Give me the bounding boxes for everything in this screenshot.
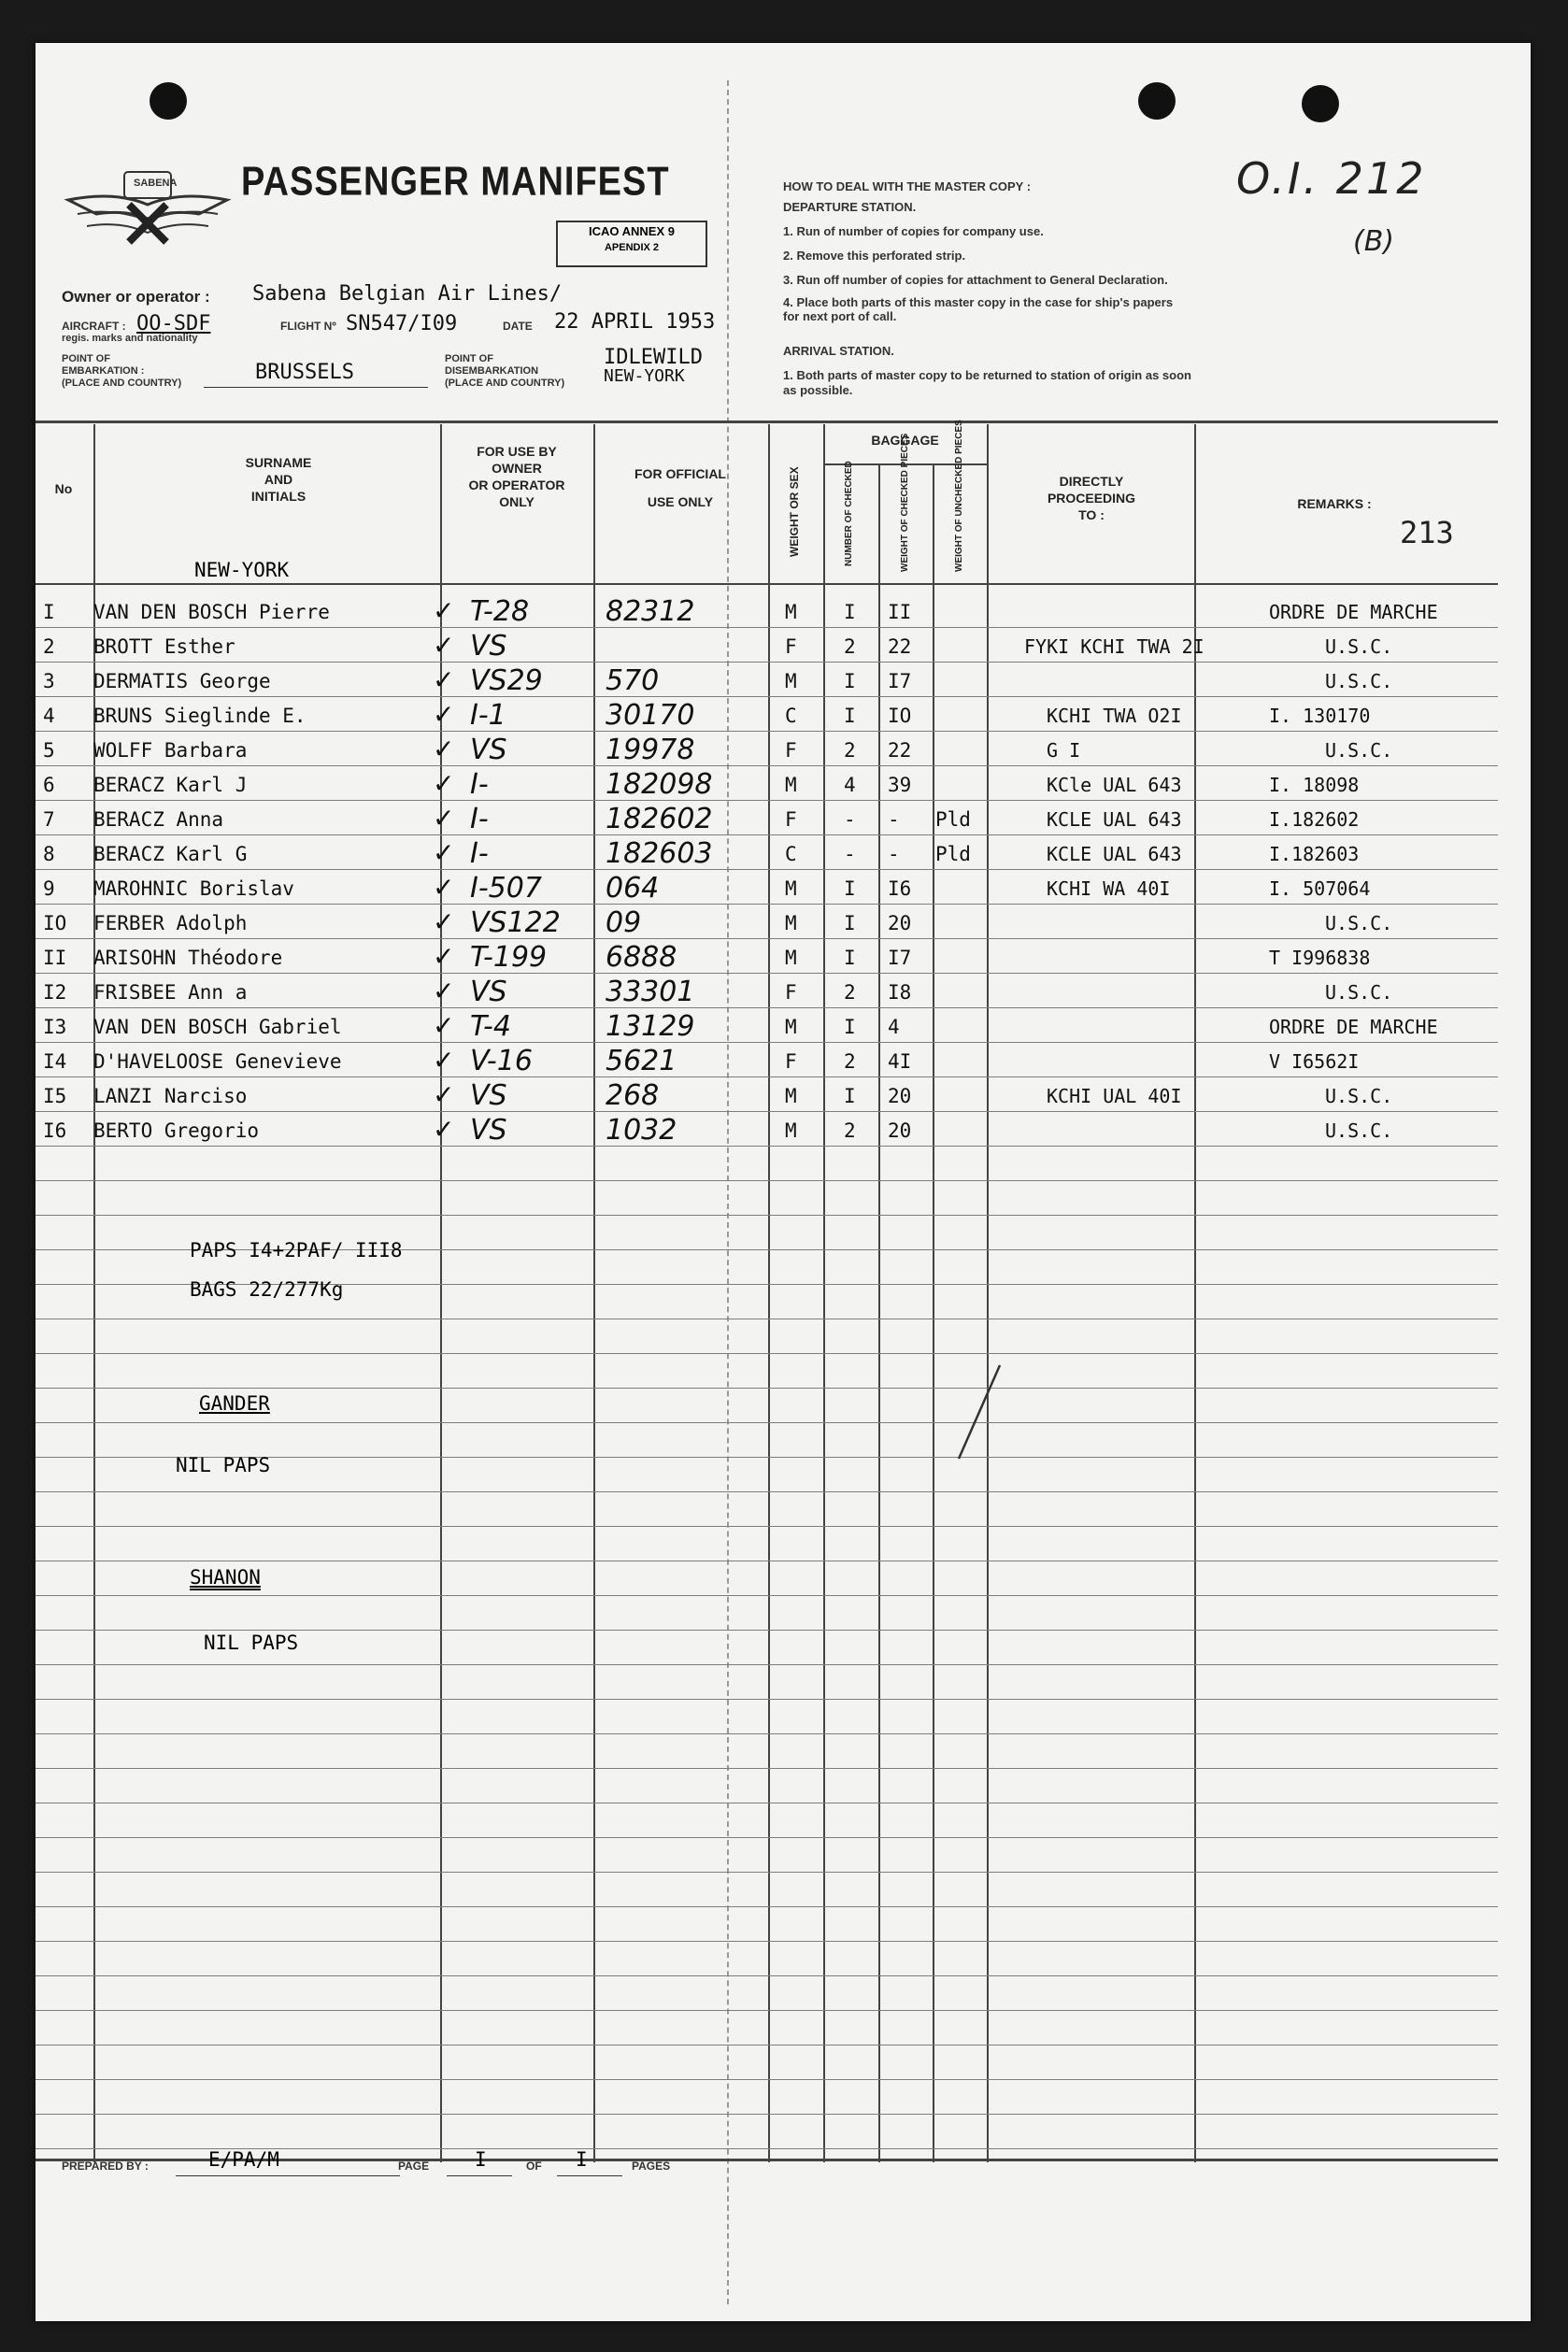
row-weight-checked: 20 — [888, 1085, 912, 1107]
row-owner-use: T-4 — [470, 1010, 511, 1043]
row-weight-unchecked: Pld — [935, 808, 971, 831]
embark-label-1: POINT OF — [62, 353, 110, 364]
checkmark-icon: ✓ — [433, 803, 455, 834]
col-divider-dir — [987, 424, 989, 2162]
ruled-line — [36, 1146, 1498, 1147]
col-header-number-checked: NUMBER OF CHECKED — [844, 461, 854, 566]
ruled-line — [36, 1353, 1498, 1354]
ruled-line — [36, 1042, 1498, 1043]
row-sex: M — [785, 947, 797, 969]
row-sex: F — [785, 739, 797, 762]
icao-annex: ICAO ANNEX 9 — [589, 224, 675, 238]
row-name: D'HAVELOOSE Genevieve — [93, 1050, 342, 1073]
row-official-use: 13129 — [606, 1010, 695, 1043]
row-directly-to: KCle UAL 643 — [1047, 774, 1182, 796]
row-number-checked: I — [844, 1085, 856, 1107]
row-number: 3 — [43, 670, 55, 692]
reference-sub: (B) — [1353, 225, 1394, 258]
disembark-label-3: (PLACE AND COUNTRY) — [445, 378, 565, 389]
row-weight-checked: I7 — [888, 670, 912, 692]
row-official-use: 82312 — [606, 595, 695, 628]
row-number-checked: - — [844, 843, 856, 865]
row-remarks: U.S.C. — [1325, 981, 1393, 1004]
embark-label-2: EMBARKATION : — [62, 365, 145, 377]
row-sex: F — [785, 981, 797, 1004]
row-owner-use: VS — [470, 976, 507, 1008]
ruled-line — [36, 904, 1498, 905]
col-divider-rem — [1194, 424, 1196, 2162]
row-official-use: 182602 — [606, 803, 713, 835]
ruled-line — [36, 2045, 1498, 2046]
checkmark-icon: ✓ — [433, 664, 455, 695]
col-header-directly: DIRECTLY PROCEEDING TO : — [1047, 474, 1136, 522]
col-header-no: No — [54, 481, 73, 496]
row-sex: C — [785, 705, 797, 727]
disembark-value-2: NEW-YORK — [604, 366, 685, 386]
row-weight-checked: - — [888, 808, 900, 831]
checkmark-icon: ✓ — [433, 872, 455, 903]
row-sex: M — [785, 1016, 797, 1038]
checkmark-icon: ✓ — [433, 976, 455, 1006]
remarks-number: 213 — [1400, 515, 1454, 550]
row-sex: M — [785, 912, 797, 934]
instruction-2: 2. Remove this perforated strip. — [783, 249, 966, 263]
row-number-checked: I — [844, 705, 856, 727]
row-official-use: 1032 — [606, 1114, 677, 1147]
row-remarks: U.S.C. — [1325, 1119, 1393, 1142]
checkmark-icon: ✓ — [433, 941, 455, 972]
disembark-label-2: DISEMBARKATION — [445, 365, 539, 377]
col-header-owner: FOR USE BY OWNER OR OPERATOR ONLY — [468, 444, 565, 509]
row-number-checked: 2 — [844, 1050, 856, 1073]
row-number: II — [43, 947, 67, 969]
row-weight-checked: 22 — [888, 635, 912, 658]
prepared-label: PREPARED BY : — [62, 2160, 149, 2173]
row-remarks: I.182603 — [1269, 843, 1360, 865]
instruction-4: 4. Place both parts of this master copy in the case for ship's papers — [783, 295, 1174, 309]
ruled-line — [36, 1733, 1498, 1734]
row-number-checked: 2 — [844, 635, 856, 658]
ruled-line — [36, 973, 1498, 974]
ruled-line — [36, 1007, 1498, 1008]
row-weight-checked: 20 — [888, 912, 912, 934]
row-directly-to: KCLE UAL 643 — [1047, 843, 1182, 865]
ruled-line — [36, 1180, 1498, 1181]
of-value: I — [576, 2148, 588, 2171]
row-weight-checked: 4 — [888, 1016, 900, 1038]
owner-label: Owner or operator : — [62, 288, 210, 306]
row-sex: M — [785, 1085, 797, 1107]
manifest-page — [36, 43, 1531, 2321]
row-name: MAROHNIC Borislav — [93, 877, 294, 900]
instructions-departure: DEPARTURE STATION. — [783, 200, 917, 214]
row-number-checked: I — [844, 601, 856, 623]
instructions-arrival: ARRIVAL STATION. — [783, 344, 894, 358]
row-remarks: I. 507064 — [1269, 877, 1371, 900]
row-name: DERMATIS George — [93, 670, 271, 692]
row-weight-checked: - — [888, 843, 900, 865]
ruled-line — [36, 800, 1498, 801]
table-top-rule — [36, 421, 1498, 423]
ruled-line — [36, 1422, 1498, 1423]
col-header-weight-checked: WEIGHT OF CHECKED PIECES — [900, 433, 910, 572]
icao-apendix: APENDIX 2 — [604, 242, 660, 253]
row-number: 6 — [43, 774, 55, 796]
row-number: I5 — [43, 1085, 67, 1107]
col-header-remarks: REMARKS : — [1297, 496, 1372, 511]
row-number-checked: I — [844, 877, 856, 900]
ruled-line — [36, 1076, 1498, 1077]
sabena-logo-icon — [59, 163, 236, 256]
col-divider-unchk — [933, 463, 934, 2162]
row-number: I3 — [43, 1016, 67, 1038]
checkmark-icon: ✓ — [433, 768, 455, 799]
row-number-checked: 2 — [844, 1119, 856, 1142]
row-weight-checked: I8 — [888, 981, 912, 1004]
row-sex: M — [785, 601, 797, 623]
row-weight-checked: II — [888, 601, 912, 623]
row-remarks: U.S.C. — [1325, 670, 1393, 692]
row-remarks: I.182602 — [1269, 808, 1360, 831]
arrival-instruction-1: 1. Both parts of master copy to be returned to station of origin as soon — [783, 368, 1191, 382]
row-owner-use: VS — [470, 734, 507, 766]
row-number: 9 — [43, 877, 55, 900]
row-remarks: ORDRE DE MARCHE — [1269, 601, 1438, 623]
shanon-note: SHANON — [190, 1566, 261, 1589]
row-weight-checked: I6 — [888, 877, 912, 900]
row-owner-use: I-507 — [470, 872, 542, 905]
shanon-paps: NIL PAPS — [204, 1632, 299, 1654]
row-owner-use: I- — [470, 803, 489, 835]
checkmark-icon: ✓ — [433, 1010, 455, 1041]
embark-label-3: (PLACE AND COUNTRY) — [62, 378, 182, 389]
ruled-line — [36, 1872, 1498, 1873]
row-weight-checked: IO — [888, 705, 912, 727]
date-value: 22 APRIL 1953 — [554, 310, 716, 334]
ruled-line — [36, 1664, 1498, 1665]
reference-number: O.I. 212 — [1236, 153, 1427, 204]
row-owner-use: V-16 — [470, 1045, 533, 1077]
row-remarks: U.S.C. — [1325, 912, 1393, 934]
row-official-use: 268 — [606, 1079, 660, 1112]
col-divider-official — [593, 424, 595, 2162]
row-weight-checked: I7 — [888, 947, 912, 969]
row-number: I2 — [43, 981, 67, 1004]
row-owner-use: VS122 — [470, 906, 561, 939]
ruled-line — [36, 2010, 1498, 2011]
row-official-use: 570 — [606, 664, 660, 697]
page-value: I — [475, 2148, 487, 2171]
perforation-line — [727, 80, 729, 2304]
page-title: PASSENGER MANIFEST — [241, 159, 670, 206]
row-sex: M — [785, 1119, 797, 1142]
arrival-instruction-1b: as possible. — [783, 383, 853, 397]
row-official-use: 182603 — [606, 837, 713, 870]
row-number-checked: I — [844, 912, 856, 934]
instruction-3: 3. Run off number of copies for attachment to General Declaration. — [783, 273, 1168, 287]
row-official-use: 5621 — [606, 1045, 677, 1077]
pages-label: PAGES — [632, 2160, 671, 2173]
ruled-line — [36, 1111, 1498, 1112]
row-owner-use: T-199 — [470, 941, 548, 974]
col-header-weight-sex: WEIGHT OR SEX — [788, 466, 801, 557]
row-sex: M — [785, 774, 797, 796]
page-label: PAGE — [398, 2160, 430, 2173]
row-remarks: T I996838 — [1269, 947, 1371, 969]
gander-paps: NIL PAPS — [176, 1454, 271, 1476]
row-weight-checked: 4I — [888, 1050, 912, 1073]
disembark-label-1: POINT OF — [445, 353, 493, 364]
ruled-line — [36, 1215, 1498, 1216]
prepared-underline — [176, 2175, 400, 2176]
ruled-line — [36, 1526, 1498, 1527]
checkmark-icon: ✓ — [433, 1079, 455, 1110]
row-official-use: 064 — [606, 872, 660, 905]
row-official-use: 182098 — [606, 768, 713, 801]
row-name: FERBER Adolph — [93, 912, 248, 934]
owner-value: Sabena Belgian Air Lines/ — [252, 282, 563, 306]
ruled-line — [36, 1388, 1498, 1389]
embark-underline — [204, 387, 428, 388]
row-weight-unchecked: Pld — [935, 843, 971, 865]
row-owner-use: I- — [470, 837, 489, 870]
ruled-line — [36, 938, 1498, 939]
row-directly-to: KCLE UAL 643 — [1047, 808, 1182, 831]
row-name: VAN DEN BOSCH Gabriel — [93, 1016, 342, 1038]
instruction-4b: for next port of call. — [783, 309, 897, 323]
ruled-line — [36, 1837, 1498, 1838]
aircraft-value: OO-SDF — [136, 312, 211, 335]
row-sex: C — [785, 843, 797, 865]
checkmark-icon: ✓ — [433, 595, 455, 626]
col-header-weight-unchecked: WEIGHT OF UNCHECKED PIECES — [954, 420, 964, 572]
bags-note: BAGS 22/277Kg — [190, 1278, 344, 1301]
punch-hole-right-2 — [1302, 85, 1339, 122]
row-sex: F — [785, 1050, 797, 1073]
row-sex: M — [785, 877, 797, 900]
row-number-checked: I — [844, 947, 856, 969]
row-name: BERACZ Karl G — [93, 843, 248, 865]
of-underline — [557, 2175, 622, 2176]
ruled-line — [36, 662, 1498, 663]
ruled-line — [36, 1975, 1498, 1976]
row-remarks: U.S.C. — [1325, 739, 1393, 762]
row-remarks: I. 130170 — [1269, 705, 1371, 727]
row-official-use: 6888 — [606, 941, 677, 974]
table-header-rule — [36, 583, 1498, 585]
row-official-use: 33301 — [606, 976, 695, 1008]
row-owner-use: VS — [470, 1079, 507, 1112]
row-name: FRISBEE Ann a — [93, 981, 248, 1004]
row-official-use: 09 — [606, 906, 642, 939]
ruled-line — [36, 834, 1498, 835]
ruled-line — [36, 1768, 1498, 1769]
row-directly-to: KCHI TWA O2I — [1047, 705, 1182, 727]
row-number: IO — [43, 912, 67, 934]
row-number: I6 — [43, 1119, 67, 1142]
row-name: WOLFF Barbara — [93, 739, 248, 762]
row-owner-use: VS — [470, 1114, 507, 1147]
row-remarks: V I6562I — [1269, 1050, 1360, 1073]
row-directly-to: KCHI UAL 40I — [1047, 1085, 1182, 1107]
punch-hole-left — [150, 82, 187, 120]
ruled-line — [36, 2114, 1498, 2115]
paps-note: PAPS I4+2PAF/ III8 — [190, 1239, 403, 1262]
checkmark-icon: ✓ — [433, 699, 455, 730]
row-name: BRUNS Sieglinde E. — [93, 705, 306, 727]
ruled-line — [36, 1630, 1498, 1631]
row-owner-use: I-1 — [470, 699, 506, 732]
row-number: 4 — [43, 705, 55, 727]
prepared-value: E/PA/M — [208, 2148, 279, 2171]
ruled-line — [36, 2079, 1498, 2080]
ruled-line — [36, 869, 1498, 870]
row-name: ARISOHN Théodore — [93, 947, 283, 969]
row-name: BERACZ Anna — [93, 808, 224, 831]
row-sex: F — [785, 808, 797, 831]
row-owner-use: VS29 — [470, 664, 543, 697]
date-label: DATE — [503, 320, 533, 333]
row-remarks: ORDRE DE MARCHE — [1269, 1016, 1438, 1038]
row-number: 7 — [43, 808, 55, 831]
row-weight-checked: 22 — [888, 739, 912, 762]
ruled-line — [36, 627, 1498, 628]
row-official-use: 30170 — [606, 699, 695, 732]
row-owner-use: I- — [470, 768, 489, 801]
flight-value: SN547/I09 — [346, 312, 458, 335]
row-number: 2 — [43, 635, 55, 658]
logo-text: SABENA — [134, 178, 178, 189]
punch-hole-right-1 — [1138, 82, 1176, 120]
row-sex: F — [785, 635, 797, 658]
row-name: BERTO Gregorio — [93, 1119, 260, 1142]
aircraft-sub: regis. marks and nationality — [62, 333, 198, 344]
col-divider-sex — [768, 424, 770, 2162]
row-name: VAN DEN BOSCH Pierre — [93, 601, 330, 623]
checkmark-icon: ✓ — [433, 1114, 455, 1145]
row-owner-use: T-28 — [470, 595, 530, 628]
handwritten-slash-mark — [951, 1361, 1007, 1463]
of-label: OF — [526, 2160, 542, 2173]
aircraft-label: AIRCRAFT : — [62, 320, 126, 333]
ruled-line — [36, 1699, 1498, 1700]
row-weight-checked: 20 — [888, 1119, 912, 1142]
checkmark-icon: ✓ — [433, 837, 455, 868]
row-weight-checked: 39 — [888, 774, 912, 796]
ruled-line — [36, 1941, 1498, 1942]
checkmark-icon: ✓ — [433, 630, 455, 661]
row-sex: M — [785, 670, 797, 692]
row-remarks: I. 18098 — [1269, 774, 1360, 796]
row-name: BROTT Esther — [93, 635, 235, 658]
row-remarks: U.S.C. — [1325, 635, 1393, 658]
ruled-line — [36, 1595, 1498, 1596]
row-name: BERACZ Karl J — [93, 774, 248, 796]
row-number: I4 — [43, 1050, 67, 1073]
row-name: LANZI Narciso — [93, 1085, 248, 1107]
disembark-value-1: IDLEWILD — [604, 346, 703, 369]
instructions-title: HOW TO DEAL WITH THE MASTER COPY : — [783, 179, 1032, 193]
row-number-checked: I — [844, 670, 856, 692]
col-header-official: FOR OFFICIAL USE ONLY — [634, 466, 726, 509]
col-header-baggage: BAGGAGE — [871, 433, 939, 448]
ruled-line — [36, 696, 1498, 697]
ruled-line — [36, 731, 1498, 732]
row-remarks: U.S.C. — [1325, 1085, 1393, 1107]
ruled-line — [36, 1906, 1498, 1907]
row-directly-to: G I — [1047, 739, 1081, 762]
row-directly-to: FYKI KCHI TWA 2I — [1024, 635, 1205, 658]
col-divider-wt — [878, 463, 880, 2162]
row-number: 5 — [43, 739, 55, 762]
row-number: 8 — [43, 843, 55, 865]
embark-value: BRUSSELS — [255, 361, 354, 384]
gander-note: GANDER — [199, 1392, 270, 1415]
col-header-surname: SURNAME AND INITIALS — [245, 455, 312, 504]
page-underline — [447, 2175, 512, 2176]
ruled-line — [36, 765, 1498, 766]
flight-label: FLIGHT Nº — [280, 320, 336, 333]
col-divider-num — [823, 424, 825, 2162]
row-number: I — [43, 601, 55, 623]
checkmark-icon: ✓ — [433, 906, 455, 937]
row-number-checked: 2 — [844, 981, 856, 1004]
instruction-1: 1. Run of number of copies for company use. — [783, 224, 1044, 238]
row-directly-to: KCHI WA 40I — [1047, 877, 1171, 900]
icao-box — [556, 221, 707, 267]
row-number-checked: 2 — [844, 739, 856, 762]
destination-header: NEW-YORK — [194, 559, 290, 581]
row-number-checked: 4 — [844, 774, 856, 796]
ruled-line — [36, 1491, 1498, 1492]
row-owner-use: VS — [470, 630, 507, 663]
row-official-use: 19978 — [606, 734, 695, 766]
checkmark-icon: ✓ — [433, 1045, 455, 1076]
checkmark-icon: ✓ — [433, 734, 455, 764]
row-number-checked: I — [844, 1016, 856, 1038]
row-number-checked: - — [844, 808, 856, 831]
